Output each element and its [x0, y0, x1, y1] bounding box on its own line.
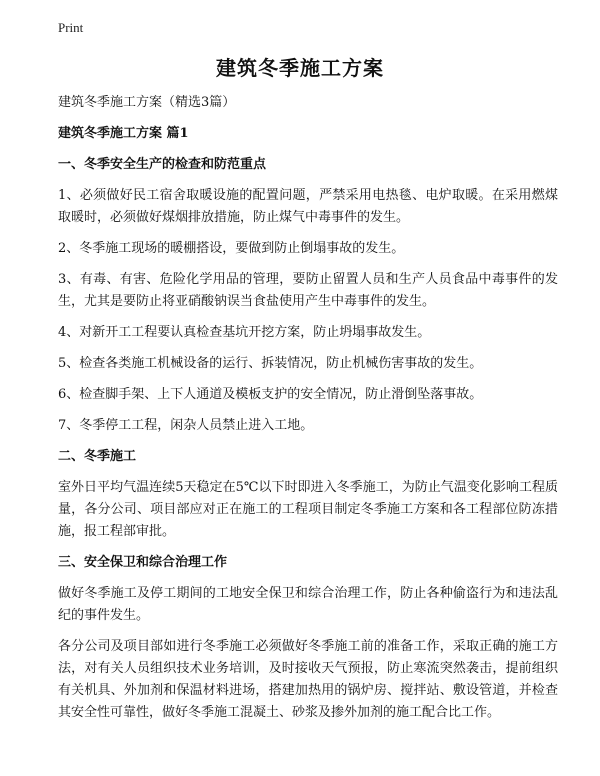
document-title: 建筑冬季施工方案 [216, 56, 384, 80]
paragraph-warm-shed: 2、冬季施工现场的暖棚搭设，要做到防止倒塌事故的发生。 [58, 241, 405, 256]
print-label: Print [58, 20, 84, 35]
paragraph-machinery: 5、检查各类施工机械设备的运行、拆装情况，防止机械伤害事故的发生。 [58, 356, 483, 371]
paragraph-dormitory-heating: 1、必须做好民工宿舍取暖设施的配置问题，严禁采用电热毯、电炉取暖。在采用燃煤取暖时，必须做好煤烟排放措施，防止煤气中毒事件的发生。 [58, 188, 558, 225]
paragraph-temperature-threshold: 室外日平均气温连续5天稳定在5℃以下时即进入冬季施工，为防止气温变化影响工程质量，各分公司、项目部应对正在施工的工程项目制定冬季施工方案和各工程部位防冻措施，报工程部审批。 [58, 480, 558, 539]
section-heading-safety-inspection: 一、冬季安全生产的检查和防范重点 [58, 157, 267, 172]
article-title: 建筑冬季施工方案 篇1 [58, 126, 189, 141]
paragraph-site-access: 7、冬季停工工程，闲杂人员禁止进入工地。 [58, 418, 314, 433]
paragraph-foundation-pit: 4、对新开工工程要认真检查基坑开挖方案，防止坍塌事故发生。 [58, 325, 431, 340]
paragraph-site-security: 做好冬季施工及停工期间的工地安全保卫和综合治理工作，防止各种偷盗行为和违法乱纪的事件发生。 [58, 586, 558, 623]
document-subtitle: 建筑冬季施工方案（精选3篇） [58, 95, 236, 110]
document-body [58, 92, 558, 724]
paragraph-hazardous-chemicals: 3、有毒、有害、危险化学用品的管理，要防止留置人员和生产人员食品中毒事件的发生，尤其是要防止将亚硝酸钠误当食盐使用产生中毒事件的发生。 [58, 272, 558, 309]
section-heading-security: 三、安全保卫和综合治理工作 [58, 555, 228, 570]
paragraph-preparation-work: 各分公司及项目部如进行冬季施工必须做好冬季施工前的准备工作，采取正确的施工方法，对有关人员组织技术业务培训，及时接收天气预报，防止寒流突然袭击，提前组织有关机具、外加剂和保温材料进场，搭建加热用的锅炉房、搅拌站、敷设管道，并检查其安全性可靠性，做好冬季施工混凝土、砂浆及掺外加剂的施工配合比工作。 [58, 639, 558, 720]
section-heading-winter-construction: 二、冬季施工 [58, 449, 137, 464]
paragraph-scaffolding: 6、检查脚手架、上下人通道及模板支护的安全情况，防止滑倒坠落事故。 [58, 387, 483, 402]
